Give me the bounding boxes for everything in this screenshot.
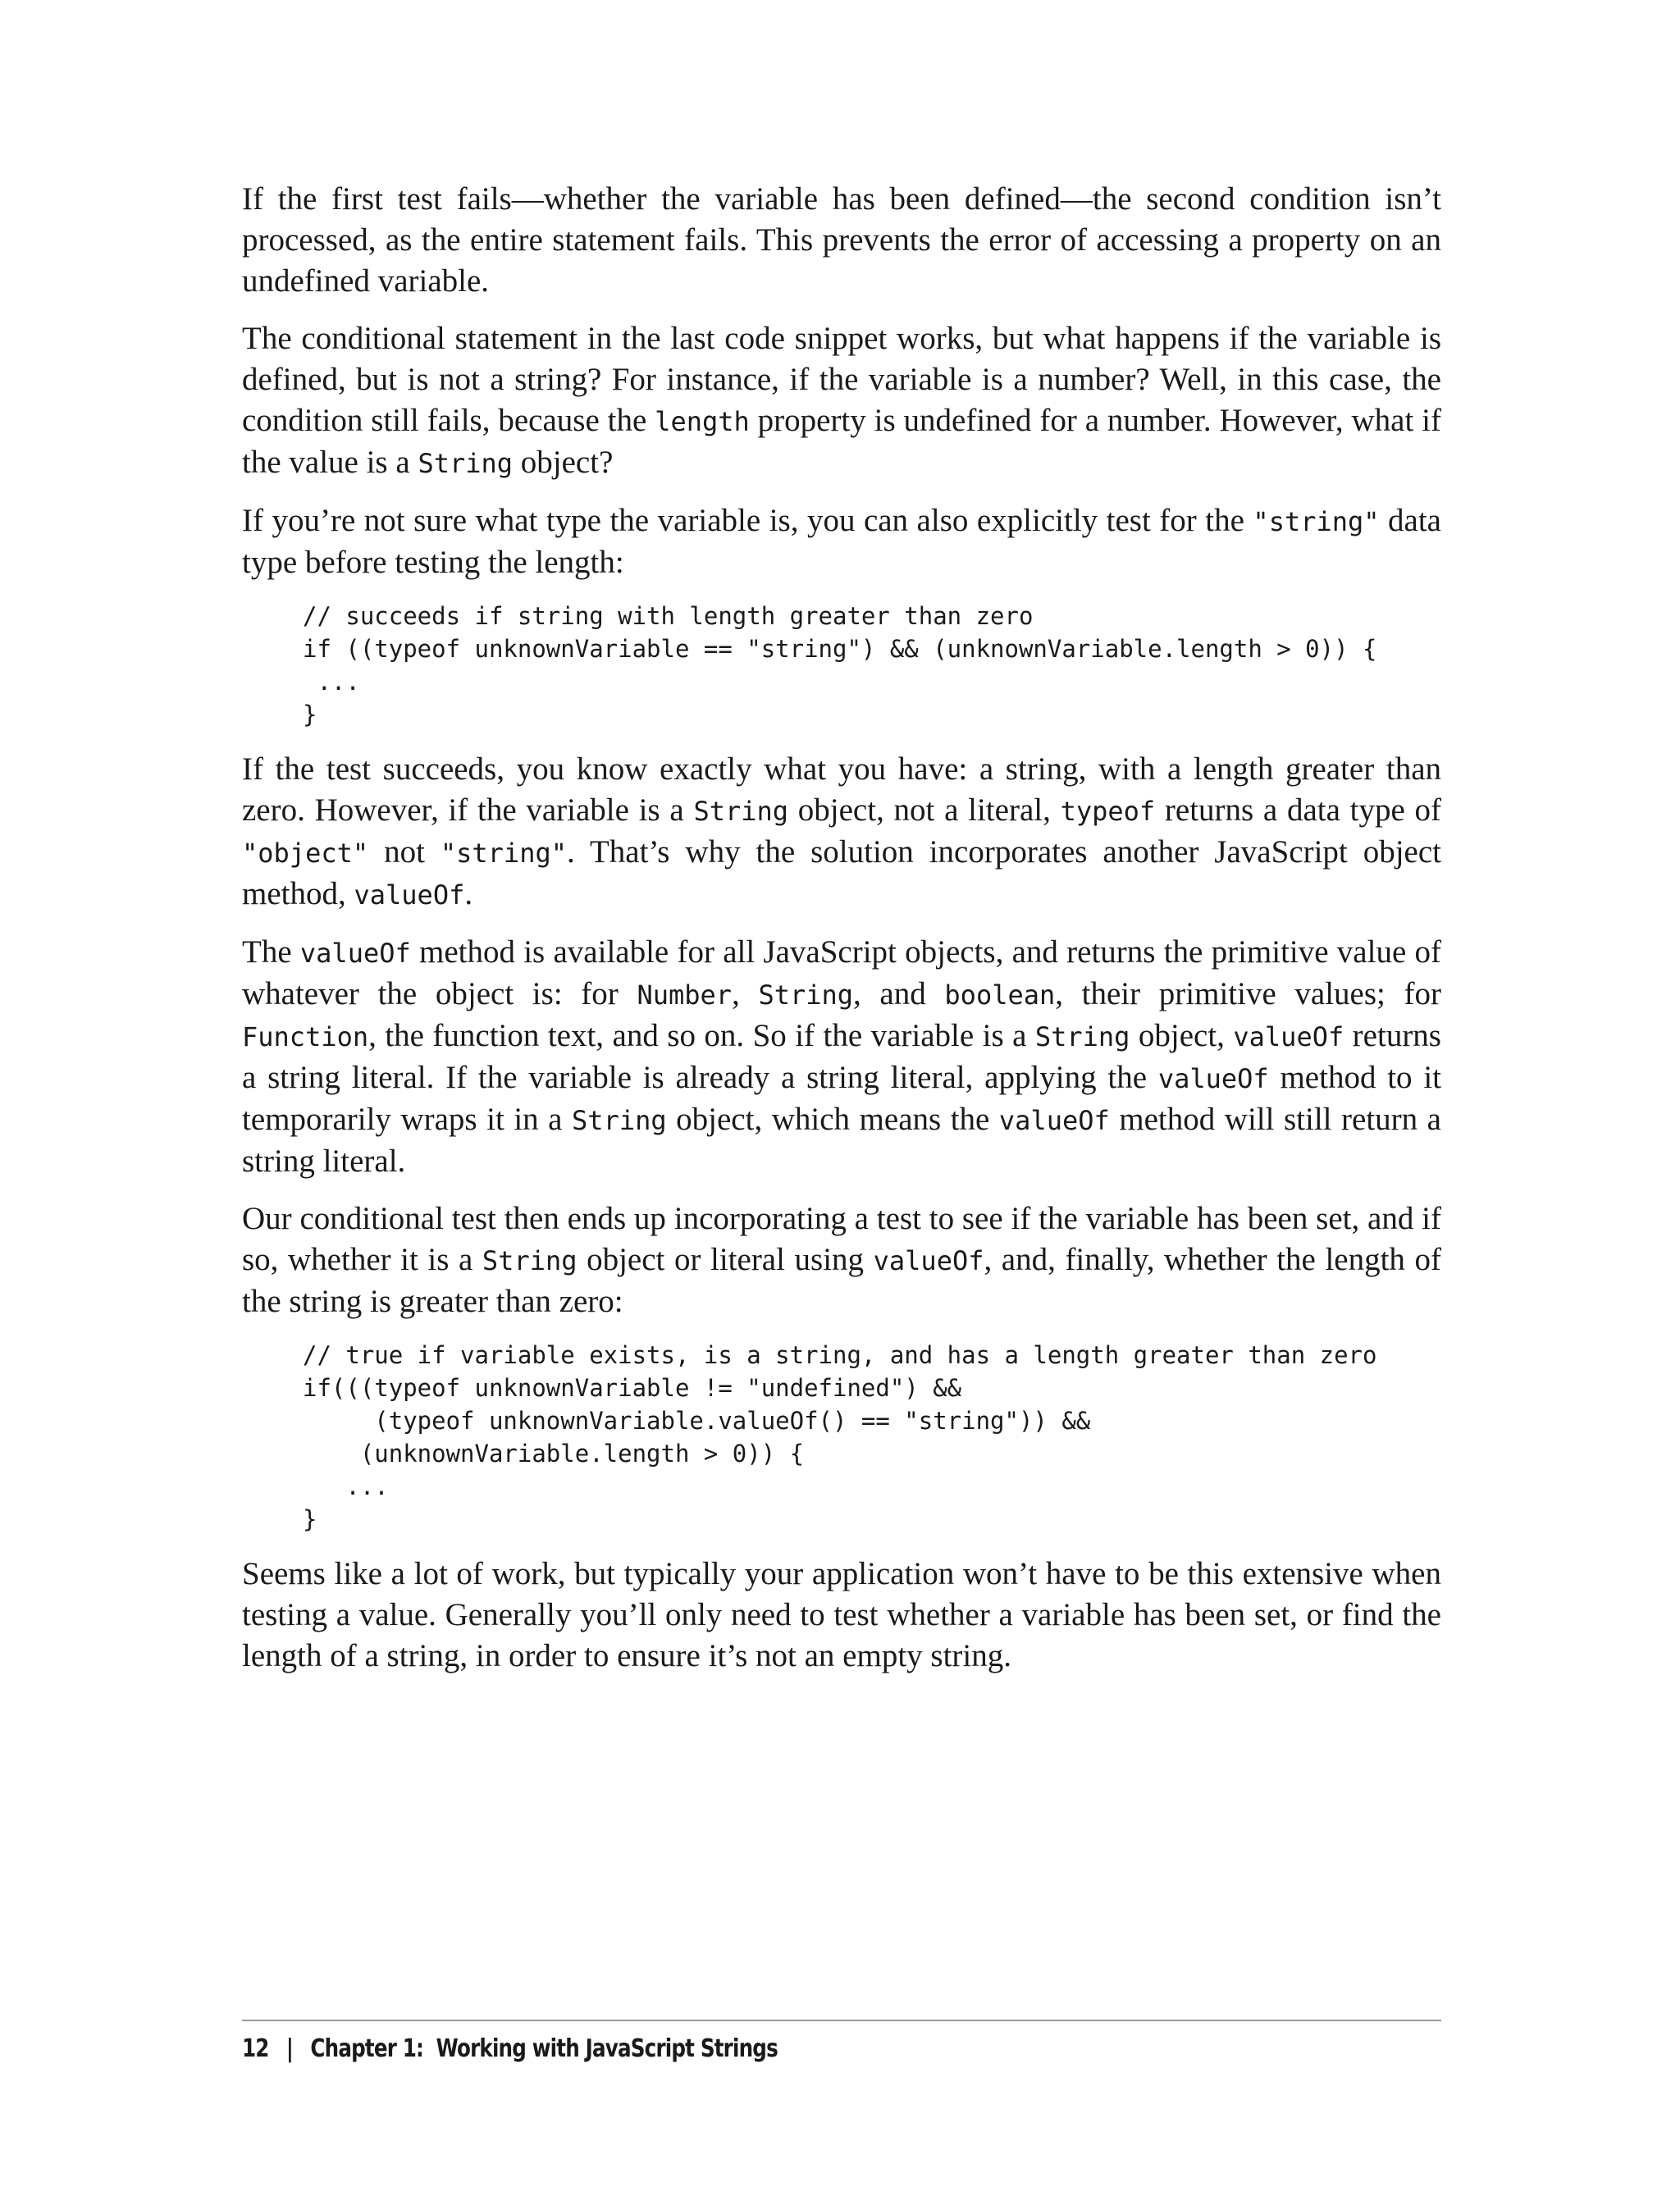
inline-code: boolean <box>944 979 1056 1011</box>
inline-code: typeof <box>1060 796 1156 827</box>
inline-code: valueOf <box>354 879 465 911</box>
inline-code: String <box>482 1245 578 1276</box>
code-line: (typeof unknownVariable.valueOf() == "string")) && <box>303 1407 1091 1435</box>
paragraph <box>242 500 1449 583</box>
paragraph <box>242 318 1449 484</box>
footer-text <box>242 2034 1226 2063</box>
code-line: ... <box>303 668 360 696</box>
footer-rule <box>242 2020 1441 2021</box>
text-segment: object, not a literal, <box>788 792 1061 828</box>
paragraph <box>242 1198 1449 1322</box>
text-segment: If the first test fails—whether the variable has been defined—the second condition isn’t processed, as the entire statement fails. This prevents the error of accessing a property on an undefined variable. <box>242 181 1449 299</box>
code-block <box>303 1339 1441 1536</box>
text-segment: object, which means the <box>666 1102 999 1137</box>
inline-code: valueOf <box>1233 1021 1344 1052</box>
text-segment: returns a string literal. If the variable is already a string literal, applying the <box>242 1018 1449 1095</box>
page-body <box>242 179 1449 1693</box>
text-segment: , and <box>853 976 945 1011</box>
paragraph <box>242 1554 1449 1677</box>
text-segment: object, <box>1130 1018 1234 1053</box>
text-segment: property is undefined for a number. However, what if the value is a <box>242 403 1449 480</box>
text-segment: , and, finally, whether the length of the string is greater than zero: <box>242 1242 1449 1319</box>
inline-code: String <box>1034 1021 1130 1052</box>
inline-code: Number <box>637 979 733 1011</box>
text-segment: . <box>464 876 473 911</box>
page-footer <box>242 2020 1441 2063</box>
inline-code: Function <box>242 1021 369 1052</box>
code-line: if(((typeof unknownVariable != "undefined") && <box>303 1374 962 1402</box>
text-segment: method will still return a string literal. <box>242 1102 1449 1179</box>
text-segment: data type before testing the length: <box>242 503 1449 580</box>
text-segment: , the function text, and so on. So if the variable is a <box>368 1018 1035 1053</box>
text-segment: method to it temporarily wraps it in a <box>242 1060 1449 1137</box>
inline-code: valueOf <box>998 1105 1110 1136</box>
code-block <box>303 600 1441 731</box>
text-segment: , <box>732 976 759 1011</box>
text-segment: . That’s why the solution incorporates another JavaScript object method, <box>242 834 1449 911</box>
inline-code: "string" <box>440 838 567 869</box>
inline-code: "string" <box>1253 506 1380 537</box>
text-segment: object or literal using <box>577 1242 874 1277</box>
paragraph <box>242 932 1449 1182</box>
text-segment: not <box>368 834 441 870</box>
text-segment: The conditional statement in the last code snippet works, but what happens if the variable is defined, but is not a string? For instance, if the variable is a number? Well, in this case, the condition still fails, because the <box>242 321 1449 438</box>
chapter-title: Chapter 1: Working with JavaScript Strings <box>310 2034 778 2063</box>
inline-code: String <box>418 448 514 479</box>
text-segment: returns a data type of <box>1155 792 1449 828</box>
text-segment: , their primitive values; for <box>1055 976 1449 1011</box>
text-segment: If the test succeeds, you know exactly what you have: a string, with a length greater than zero. However, if the variable is a <box>242 751 1449 828</box>
page-number: 12 <box>242 2034 269 2063</box>
code-line: } <box>303 1505 317 1533</box>
inline-code: String <box>572 1105 667 1136</box>
code-line: ... <box>303 1472 389 1500</box>
text-segment: The <box>242 934 300 970</box>
inline-code: String <box>758 979 854 1011</box>
text-segment: method is available for all JavaScript objects, and returns the primitive value of whatever the object is: for <box>242 934 1449 1011</box>
code-line: // succeeds if string with length greater than zero <box>303 602 1034 630</box>
code-line: } <box>303 701 317 728</box>
text-segment: Seems like a lot of work, but typically your application won’t have to be this extensive when testing a value. Generally you’ll only need to test whether a variable has been set, or find the length of a string, in order to ensure it’s not an empty string. <box>242 1556 1449 1673</box>
paragraph <box>242 179 1449 302</box>
inline-code: valueOf <box>299 938 411 969</box>
text-segment: object? <box>513 445 614 480</box>
paragraph <box>242 749 1449 915</box>
inline-code: String <box>693 796 789 827</box>
text-segment: Our conditional test then ends up incorporating a test to see if the variable has been set, and if so, whether it is a <box>242 1201 1449 1277</box>
inline-code: valueOf <box>1157 1063 1269 1094</box>
inline-code: "object" <box>242 838 369 869</box>
text-segment: If you’re not sure what type the variable is, you can also explicitly test for the <box>242 503 1253 538</box>
code-line: // true if variable exists, is a string, and has a length greater than zero <box>303 1341 1377 1369</box>
code-line: if ((typeof unknownVariable == "string") && (unknownVariable.length > 0)) { <box>303 635 1377 663</box>
footer-separator: | <box>285 2034 294 2063</box>
inline-code: length <box>655 406 750 437</box>
inline-code: valueOf <box>873 1245 984 1276</box>
code-line: (unknownVariable.length > 0)) { <box>303 1440 805 1468</box>
